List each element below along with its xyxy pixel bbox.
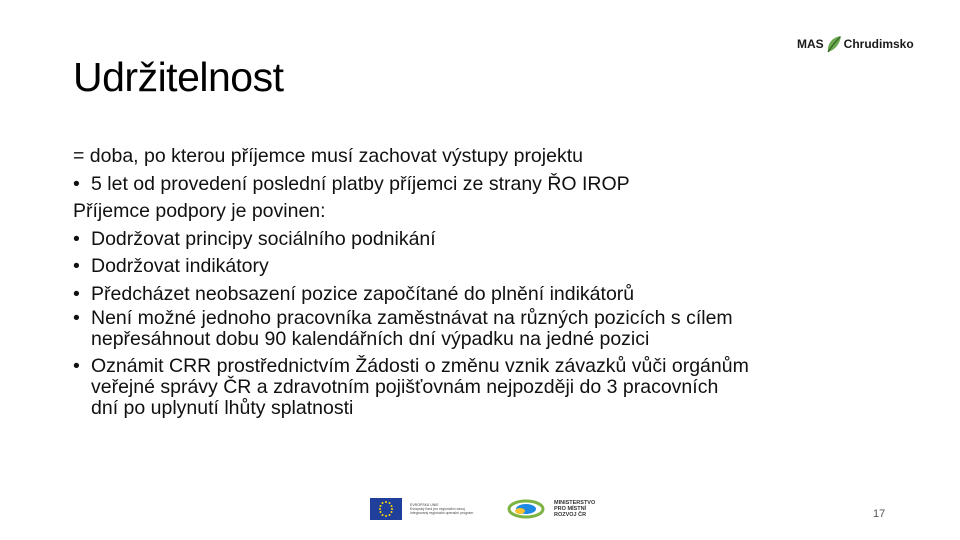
- obligations-heading: Příjemce podpory je povinen:: [73, 200, 326, 222]
- logo-text-left: MAS: [797, 37, 824, 51]
- eu-flag-icon: [370, 498, 402, 520]
- bullet-item: • 5 let od provedení poslední platby příjemci ze strany ŘO IROP: [73, 171, 913, 199]
- leaf-icon: [825, 34, 843, 54]
- eu-program-text: [410, 503, 498, 515]
- mas-chrudimsko-logo: [797, 32, 914, 56]
- eu-text-line: Integrovaný regionální operační program: [410, 511, 474, 515]
- ministry-logo-text: [554, 500, 595, 518]
- obligation-item: [73, 281, 913, 309]
- page-number: 17: [873, 508, 886, 520]
- definition-text: = doba, po kterou příjemce musí zachovat výstupy projektu: [73, 145, 583, 167]
- obligation-item: [73, 226, 913, 254]
- eu-text-line: EVROPSKÁ UNIE: [410, 503, 439, 507]
- ministry-text-line: ROZVOJ ČR: [554, 512, 587, 518]
- obligations-list: [73, 226, 913, 420]
- irop-logo-icon: [506, 496, 546, 522]
- footer-logos: [370, 496, 595, 522]
- obligation-text: • Není možné jednoho pracovníka zaměstnávat na různých pozicích s cílem: [91, 307, 733, 329]
- slide-content: [73, 143, 913, 425]
- obligation-item: [73, 356, 913, 419]
- obligation-text: Dodržovat indikátory: [91, 255, 269, 277]
- obligation-text: Dodržovat principy sociálního podnikání: [91, 227, 436, 250]
- ministry-text-line: MINISTERSTVO: [554, 500, 596, 506]
- obligation-text: • Oznámit CRR prostřednictvím Žádosti o změnu vznik závazků vůči orgánům: [91, 355, 749, 377]
- ministry-text-line: PRO MÍSTNÍ: [554, 506, 587, 512]
- logo-text-right: Chrudimsko: [843, 37, 914, 51]
- eu-text-line: Evropský fond pro regionální rozvoj: [410, 507, 465, 511]
- obligation-text: Předcházet neobsazení pozice započítané do plnění indikátorů: [91, 282, 635, 305]
- obligation-item: [73, 308, 913, 350]
- obligation-item: [73, 253, 913, 281]
- obligation-text: dní po uplynutí lhůty splatnosti: [91, 397, 354, 419]
- obligation-text: nepřesáhnout dobu 90 kalendářních dní výpadku na jedné pozici: [91, 328, 650, 350]
- obligation-text: veřejné správy ČR a zdravotním pojišťovnám nejpozději do 3 pracovních: [91, 376, 719, 398]
- page-title: Udržitelnost: [73, 54, 284, 100]
